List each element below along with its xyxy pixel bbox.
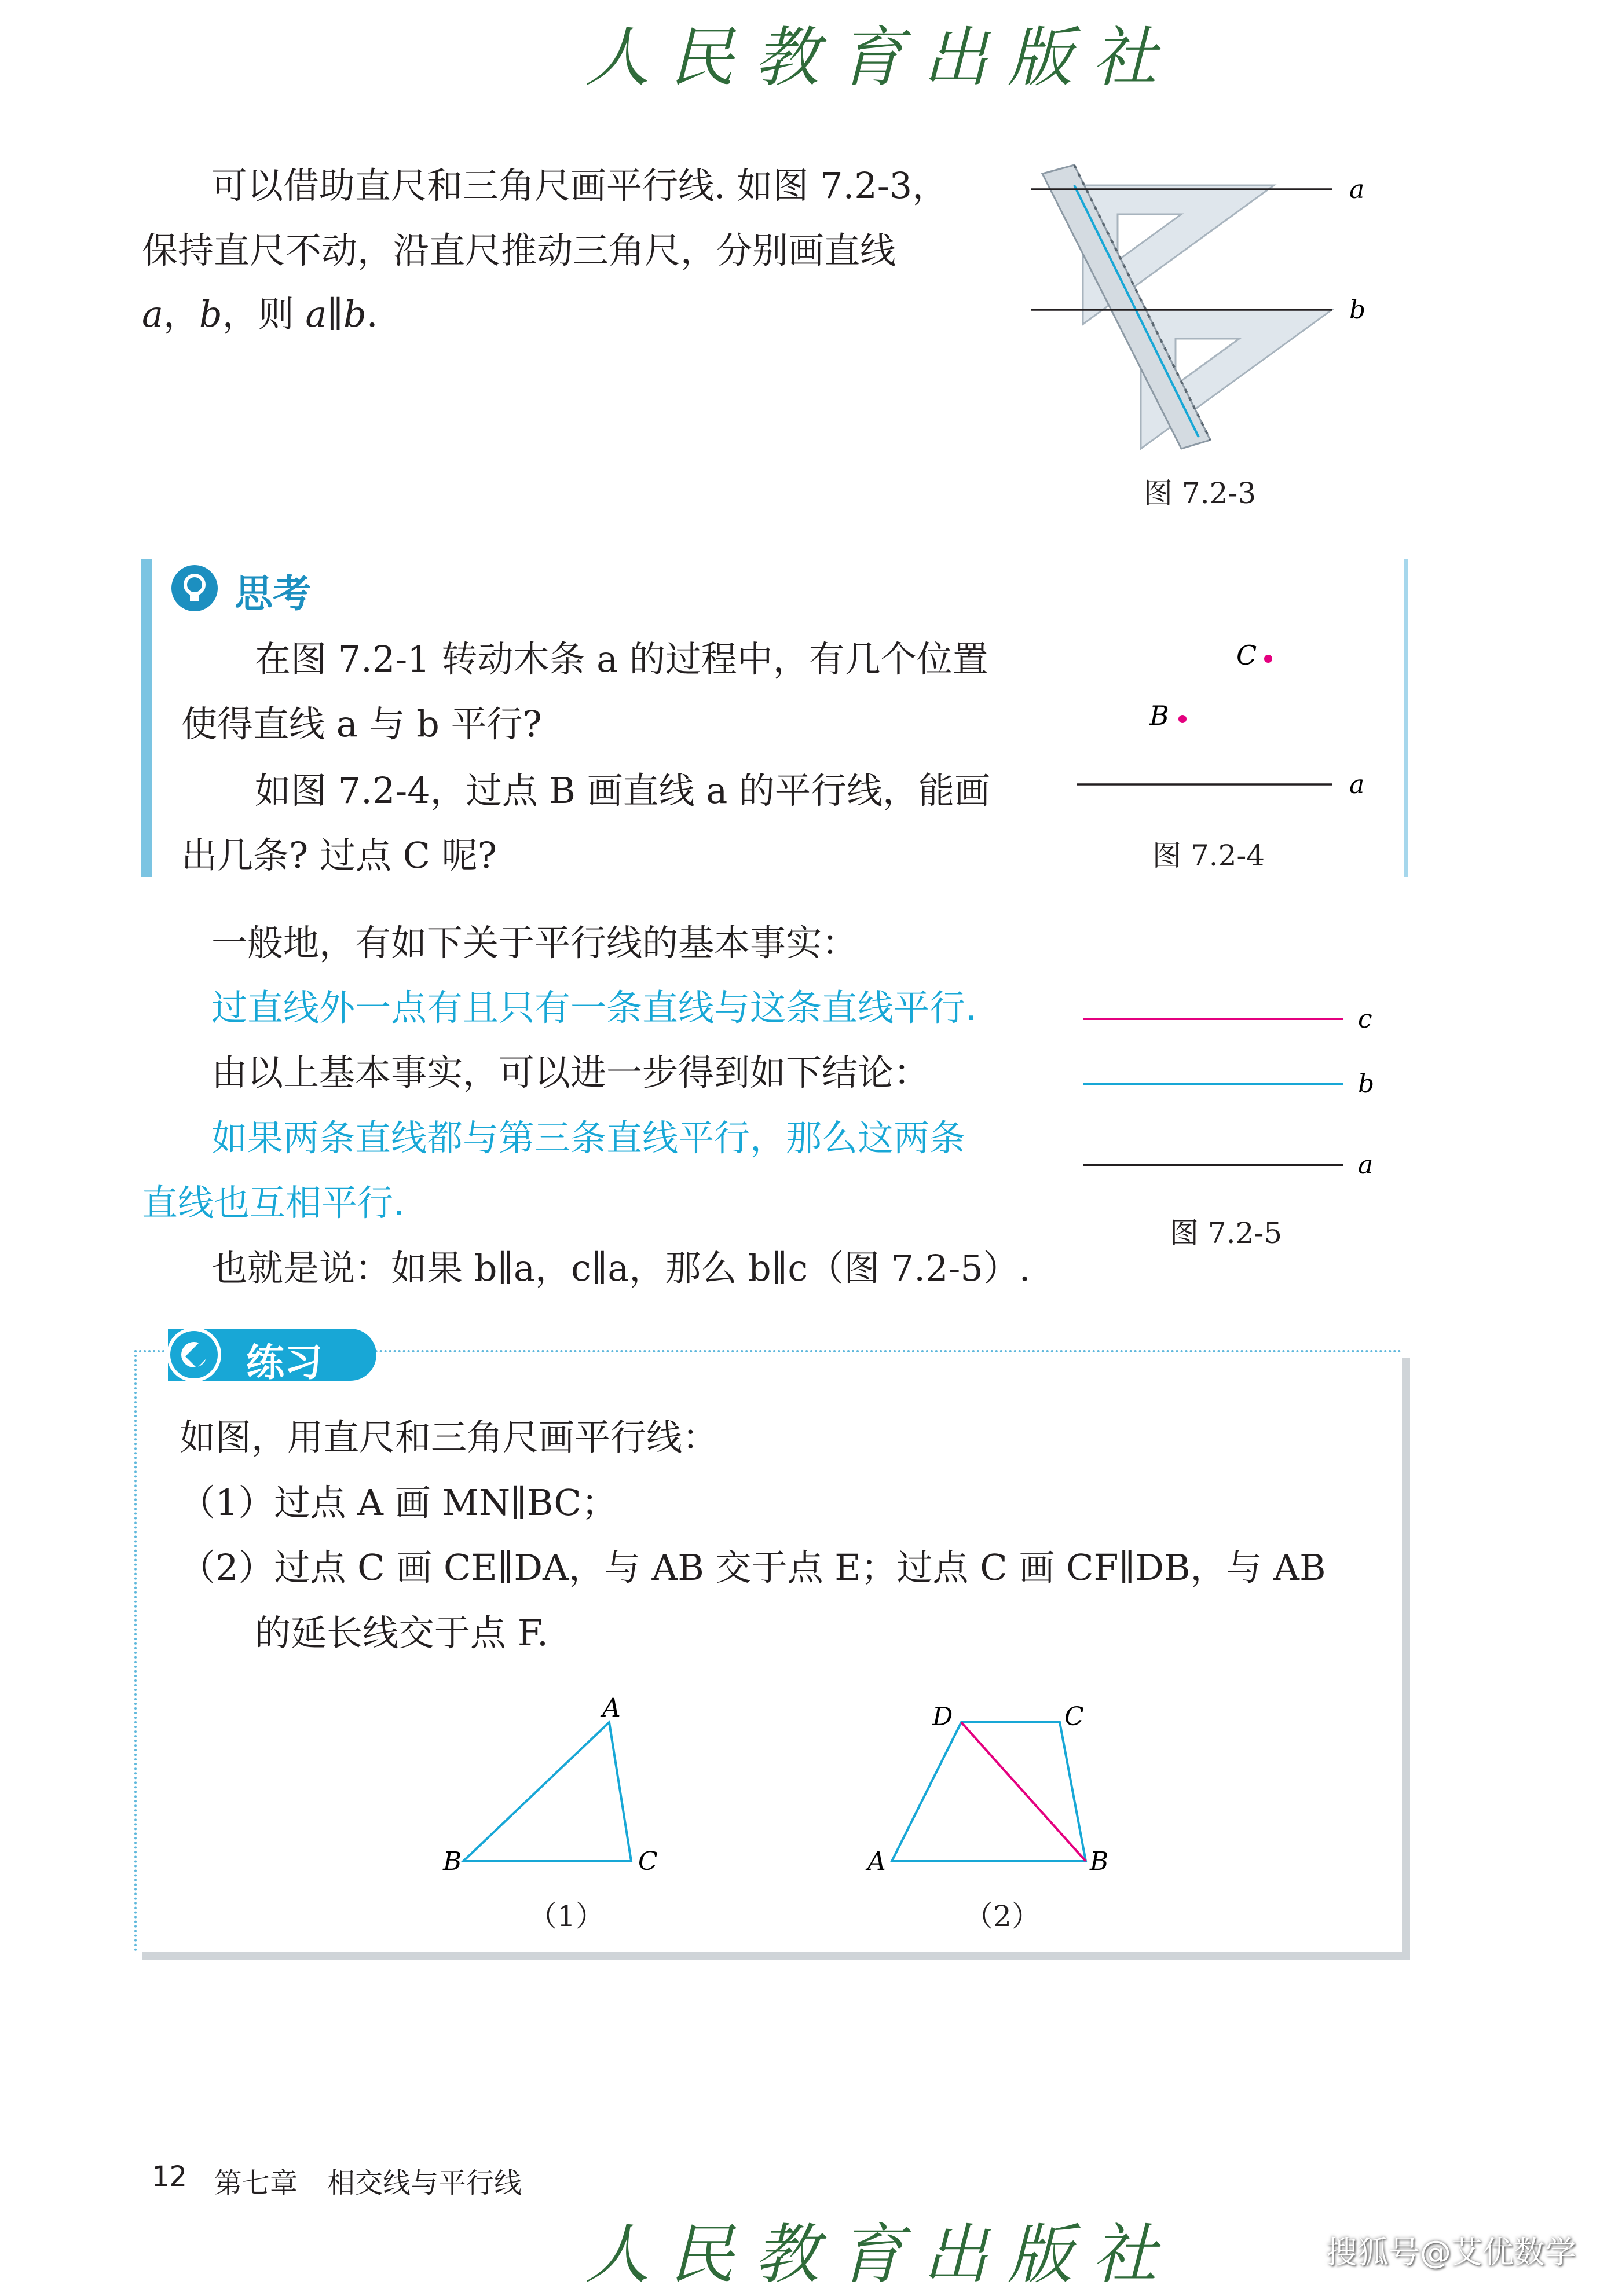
triangle-abc xyxy=(463,1722,631,1861)
facts-line-6: 也就是说：如果 b∥a，c∥a，那么 b∥c（图 7.2-5）. xyxy=(211,1247,1031,1289)
publisher-header: 人民教育出版社 xyxy=(585,20,1177,96)
figure-7-2-3 xyxy=(1019,151,1390,452)
conclusion-line-2: 直线也互相平行. xyxy=(142,1182,405,1224)
vertex-a-label: A xyxy=(602,1693,621,1723)
figure-7-2-5 xyxy=(1077,996,1390,1181)
pencil-icon xyxy=(165,1326,229,1384)
vertex-c-label: C xyxy=(1064,1702,1084,1732)
lightbulb-icon xyxy=(169,563,220,614)
facts-line-3: 由以上基本事实，可以进一步得到如下结论： xyxy=(211,1051,930,1094)
exercise-intro: 如图，用直尺和三角尺画平行线： xyxy=(180,1416,719,1458)
label-a: a xyxy=(1358,1150,1374,1180)
exercise-figure-2-caption: （2） xyxy=(964,1899,1041,1933)
exercise-figure-1 xyxy=(434,1690,689,1899)
label-b: b xyxy=(1358,1069,1375,1099)
think-title: 思考 xyxy=(235,571,311,616)
page-number: 12 xyxy=(152,2161,188,2193)
point-b xyxy=(1178,715,1187,723)
figure-7-2-4 xyxy=(1071,631,1384,805)
think-bar-right xyxy=(1404,559,1408,877)
intro-line-3: a，b，则 a∥b. xyxy=(142,293,378,335)
point-c xyxy=(1264,655,1272,663)
label-a: a xyxy=(1349,770,1365,799)
exercise-figure-1-caption: （1） xyxy=(528,1899,605,1933)
vertex-b-label: B xyxy=(443,1847,462,1876)
publisher-footer: 人民教育出版社 xyxy=(585,2217,1177,2293)
exercise-title: 练习 xyxy=(246,1340,323,1385)
label-point-b: B xyxy=(1149,700,1169,731)
caption-7-2-5: 图 7.2-5 xyxy=(1170,1216,1283,1250)
caption-7-2-3: 图 7.2-3 xyxy=(1144,476,1257,510)
think-p1-line-2: 使得直线 a 与 b 平行? xyxy=(181,703,542,745)
think-p2-line-1: 如图 7.2-4，过点 B 画直线 a 的平行线，能画 xyxy=(255,769,991,812)
intro-line-1: 可以借助直尺和三角尺画平行线. 如图 7.2-3， xyxy=(211,164,949,207)
intro-line-2: 保持直尺不动，沿直尺推动三角尺，分别画直线 xyxy=(142,229,896,272)
vertex-d-label: D xyxy=(932,1702,953,1732)
label-a: a xyxy=(1349,175,1365,204)
vertex-b-label: B xyxy=(1090,1847,1109,1876)
chapter-title: 相交线与平行线 xyxy=(327,2167,522,2199)
label-point-c: C xyxy=(1236,640,1257,671)
facts-line-1: 一般地，有如下关于平行线的基本事实： xyxy=(211,922,858,964)
trapezoid-abcd xyxy=(892,1722,1086,1861)
vertex-c-label: C xyxy=(638,1847,658,1876)
think-p1-line-1: 在图 7.2-1 转动木条 a 的过程中，有几个位置 xyxy=(255,638,988,680)
basic-fact-statement: 过直线外一点有且只有一条直线与这条直线平行. xyxy=(211,986,977,1029)
think-p2-line-2: 出几条? 过点 C 呢? xyxy=(181,834,497,876)
label-c: c xyxy=(1358,1004,1372,1034)
think-bar-left xyxy=(141,559,152,877)
conclusion-line-1: 如果两条直线都与第三条直线平行，那么这两条 xyxy=(211,1117,966,1159)
exercise-item-2-line-1: （2）过点 C 画 CE∥DA，与 AB 交于点 E；过点 C 画 CF∥DB，与 AB xyxy=(180,1546,1326,1589)
label-b: b xyxy=(1349,295,1366,325)
chapter-label: 第七章 xyxy=(214,2167,298,2199)
exercise-item-1: （1）过点 A 画 MN∥BC； xyxy=(180,1481,617,1524)
watermark: 搜狐号@艾优数学 xyxy=(1326,2234,1576,2271)
exercise-item-2-line-2: 的延长线交于点 F. xyxy=(255,1612,548,1654)
exercise-figure-2 xyxy=(845,1696,1135,1899)
caption-7-2-4: 图 7.2-4 xyxy=(1152,839,1265,872)
diagonal-db xyxy=(961,1722,1086,1861)
vertex-a-label: A xyxy=(867,1847,886,1876)
